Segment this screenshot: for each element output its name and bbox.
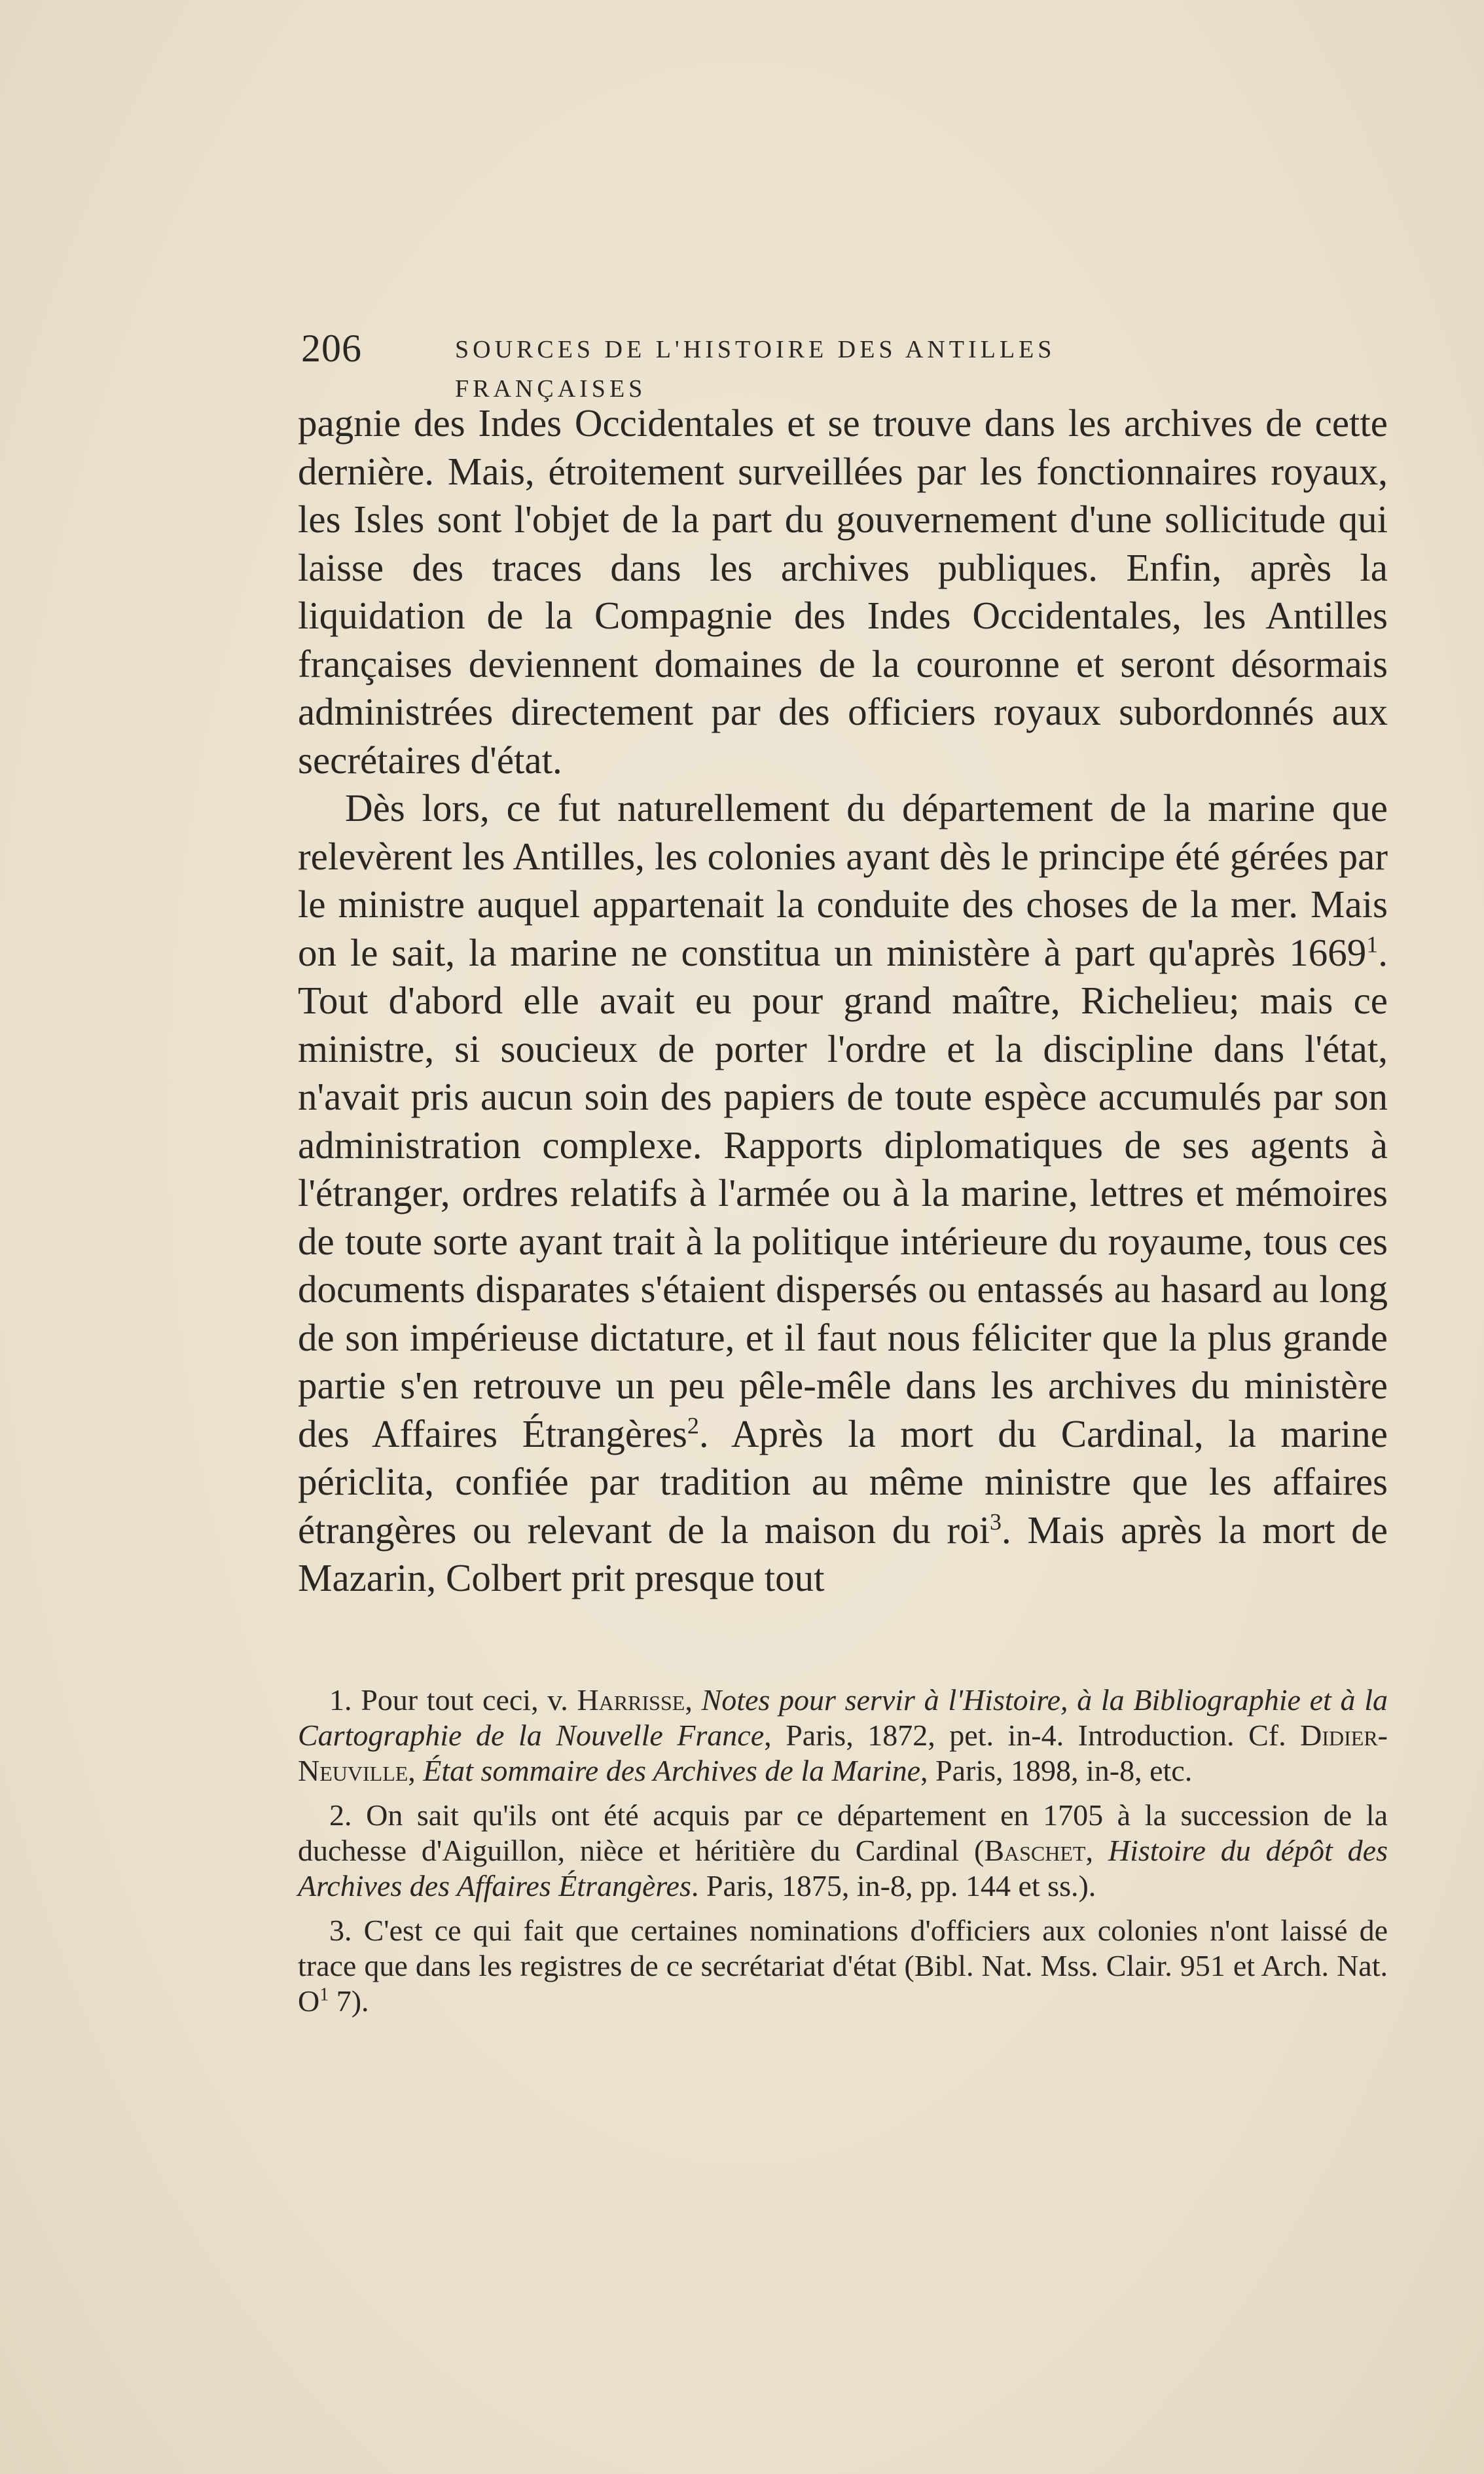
footnote-ref-3: 3 (989, 1508, 1002, 1535)
footnotes (298, 1683, 1388, 2028)
paragraph-2 (298, 784, 1388, 1603)
footnote-ref-2: 2 (687, 1411, 699, 1438)
footnote-3-text-1: C'est ce qui fait que certaines nominations d'officiers aux colonies n'ont laissé de trace que dans les registres de ce secrétariat d'état (Bibl. Nat. Mss. Clair. 951 et Arch. Nat. O (298, 1914, 1388, 2018)
footnote-1-title-1: Notes pour servir à l'Histoire, à la Bibliographie et à la Cartographie de la Nouvelle France (298, 1683, 1388, 1752)
paragraph-2-part-a: Dès lors, ce fut naturellement du département de la marine que relevèrent les Antilles, les colonies ayant dès le principe été gérées par le ministre auquel appartenait la conduite des choses de la mer. Mais on le sait, la marine ne constitua un ministère à part qu'après 1669 (298, 786, 1388, 974)
footnote-1 (298, 1683, 1388, 1789)
footnote-1-number: 1. (329, 1683, 352, 1717)
footnote-1-text-3: , Paris, 1872, pet. in-4. Introduction. Cf. (764, 1719, 1301, 1752)
footnote-ref-1: 1 (1366, 930, 1379, 957)
footnote-1-author-2: Didier-Neuville (298, 1719, 1388, 1787)
paragraph-2-part-d: . Mais après la mort de Mazarin, Colbert prit presque tout (298, 1508, 1388, 1599)
footnote-2-text-2: , (1085, 1834, 1108, 1867)
paragraph-2-part-b: . Tout d'abord elle avait eu pour grand maître, Richelieu; mais ce ministre, si soucieux de porter l'ordre et la discipline dans l'état, n'avait pris aucun soin des papiers de toute espèce accumulés par son administration complexe. Rapports diplomatiques de ses agents à l'étranger, ordres relatifs à l'armée ou à la marine, lettres et mémoires de toute sorte ayant trait à la politique intérieure du royaume, tous ces documents disparates s'étaient dispersés ou entassés au hasard au long de son impérieuse dictature, et il faut nous féliciter que la plus grande partie s'en retrouve un peu pêle-mêle dans les archives du ministère des Affaires Étrangères (298, 930, 1388, 1455)
footnote-1-text-1: Pour tout ceci, v. (361, 1683, 577, 1717)
footnote-1-title-2: État sommaire des Archives de la Marine (423, 1754, 921, 1787)
paragraph-1: pagnie des Indes Occidentales et se trouve dans les archives de cette dernière. Mais, étroitement surveillées par les fonctionnaires royaux, les Isles sont l'objet de la part du gouvernement d'une sollicitude qui laisse des traces dans les archives publiques. Enfin, après la liquidation de la Compagnie des Indes Occidentales, les Antilles françaises deviennent domaines de la couronne et seront désormais administrées directement par des officiers royaux subordonnés aux secrétaires d'état. (298, 401, 1388, 782)
footnote-2-number: 2. (329, 1798, 352, 1832)
footnote-1-text-4: , (408, 1754, 424, 1787)
main-text (298, 399, 1388, 1603)
paragraph-2-part-c: . Après la mort du Cardinal, la marine périclita, confiée par tradition au même ministre que les affaires étrangères ou relevant de la maison du roi (298, 1411, 1388, 1552)
footnote-2-text-3: . Paris, 1875, in-8, pp. 144 et ss.). (691, 1869, 1096, 1902)
footnote-3-text-2: 7). (329, 1984, 369, 2018)
footnote-2-author-1: Baschet (984, 1834, 1086, 1867)
footnote-1-text-2: , (685, 1683, 702, 1717)
footnote-2-title-1: Histoire du dépôt des Archives des Affaires Étrangères (298, 1834, 1388, 1902)
page-number: 206 (301, 327, 362, 370)
running-title: SOURCES DE L'HISTOIRE DES ANTILLES FRANÇAISES (455, 336, 1056, 403)
footnote-2 (298, 1798, 1388, 1904)
footnote-3-superscript: 1 (319, 1984, 329, 2005)
footnote-2-text-1: On sait qu'ils ont été acquis par ce département en 1705 à la succession de la duchesse d'Aiguillon, nièce et héritière du Cardinal ( (298, 1798, 1388, 1867)
footnote-1-text-5: , Paris, 1898, in-8, etc. (920, 1754, 1193, 1787)
page-header (301, 322, 1244, 403)
footnote-1-author-1: Harrisse (577, 1683, 685, 1717)
footnote-3 (298, 1913, 1388, 2019)
footnote-3-number: 3. (329, 1914, 352, 1947)
